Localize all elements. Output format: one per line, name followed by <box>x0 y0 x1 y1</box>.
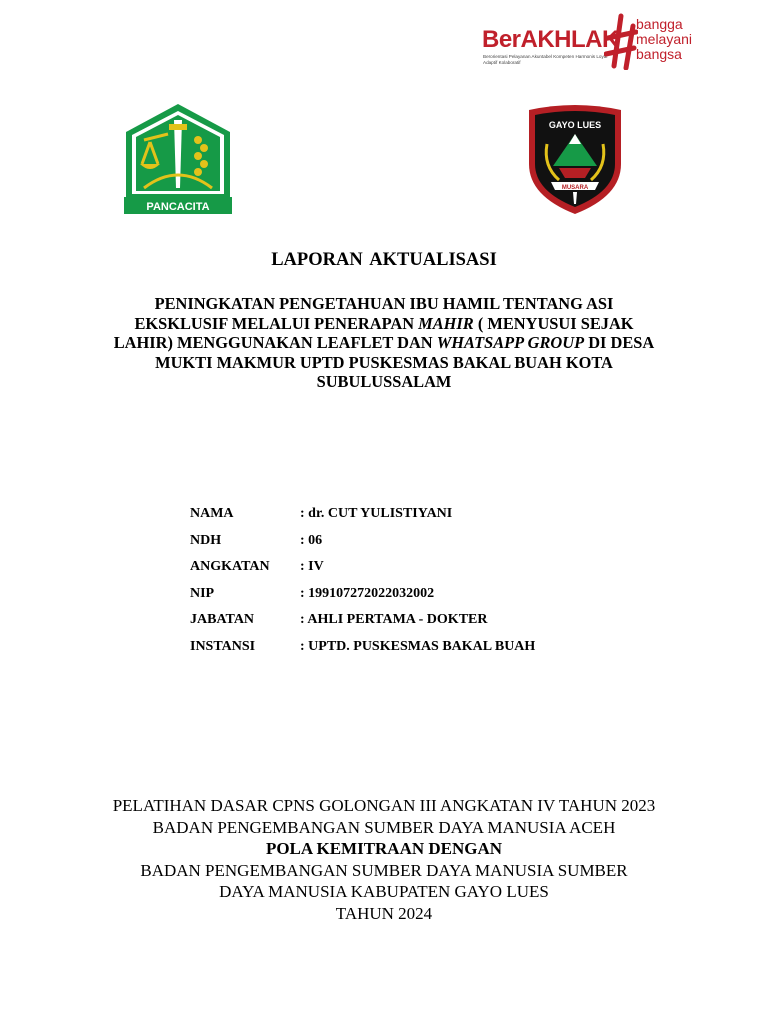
identity-row <box>190 639 610 666</box>
identity-table <box>190 506 610 666</box>
identity-value: : dr. CUT YULISTIYANI <box>300 506 453 521</box>
subject-line-1 <box>60 294 708 314</box>
identity-value: : UPTD. PUSKESMAS BAKAL BUAH <box>300 638 536 654</box>
identity-row <box>190 586 610 613</box>
subject-text: ( MENYUSUI SEJAK <box>473 313 634 333</box>
identity-label: INSTANSI <box>190 638 256 654</box>
subject-emphasis: MAHIR <box>418 313 474 333</box>
berakhlak-wordmark: BerAKHLAK <box>482 26 619 53</box>
gayo-lues-top-text: GAYO LUES <box>548 120 602 130</box>
gayo-lues-emblem <box>525 104 625 216</box>
footer-agency-aceh: BADAN PENGEMBANGAN SUMBER DAYA MANUSIA ACEH <box>152 817 616 837</box>
identity-row <box>190 612 610 639</box>
subject-line-4 <box>60 353 708 373</box>
hashtag-icon <box>604 12 638 70</box>
identity-label: NDH <box>190 532 222 548</box>
pancacita-label: PANCACITA <box>146 201 210 213</box>
identity-value: : AHLI PERTAMA - DOKTER <box>300 612 488 628</box>
footer-agency-gayo-2: DAYA MANUSIA KABUPATEN GAYO LUES <box>219 882 549 901</box>
identity-label: NIP <box>190 585 215 601</box>
footer-training-line: PELATIHAN DASAR CPNS GOLONGAN III ANGKATAN IV TAHUN 2023 <box>112 796 656 815</box>
subject-text: PENINGKATAN PENGETAHUAN IBU HAMIL TENTANG ASI <box>154 294 614 313</box>
footer-partnership: POLA KEMITRAAN DENGAN <box>265 839 503 858</box>
campaign-line-3: bangsa <box>636 46 682 62</box>
identity-label: JABATAN <box>190 612 255 628</box>
subject-emphasis: WHATSAPP GROUP <box>436 333 585 353</box>
subject-text: EKSKLUSIF MELALUI PENERAPAN <box>134 313 419 333</box>
campaign-line-1: bangga <box>636 16 683 32</box>
report-subject <box>60 294 708 392</box>
subject-text: DI DESA <box>584 333 655 353</box>
institution-footer <box>0 795 768 924</box>
berakhlak-tagline: Berorientasi Pelayanan Akuntabel Kompeten Harmonis Loyal Adaptif Kolaboratif <box>483 54 608 65</box>
identity-label: NAMA <box>190 506 234 521</box>
berakhlak-logo <box>482 12 702 70</box>
subject-line-3 <box>60 333 708 353</box>
identity-row <box>190 533 610 560</box>
gayo-lues-banner-text: MUSARA <box>561 185 589 191</box>
subject-line-2 <box>60 314 708 334</box>
bangga-melayani-bangsa <box>636 17 692 62</box>
subject-text: SUBULUSSALAM <box>316 372 452 392</box>
identity-row <box>190 559 610 586</box>
pancacita-emblem <box>122 102 234 216</box>
campaign-line-2: melayani <box>636 31 693 47</box>
identity-row <box>190 506 610 533</box>
footer-agency-gayo-1: BADAN PENGEMBANGAN SUMBER DAYA MANUSIA SUMBER <box>140 860 628 880</box>
identity-label: ANGKATAN <box>190 559 270 575</box>
subject-text: MUKTI MAKMUR UPTD PUSKESMAS BAKAL BUAH KOTA <box>155 352 613 372</box>
footer-year: TAHUN 2024 <box>335 903 433 923</box>
identity-value: : 199107272022032002 <box>300 585 435 601</box>
subject-line-5 <box>60 372 708 392</box>
report-title: LAPORAN AKTUALISASI <box>271 250 497 270</box>
identity-value: : IV <box>300 559 324 575</box>
subject-text: LAHIR) MENGGUNAKAN LEAFLET DAN <box>113 333 437 353</box>
identity-value: : 06 <box>300 532 323 548</box>
